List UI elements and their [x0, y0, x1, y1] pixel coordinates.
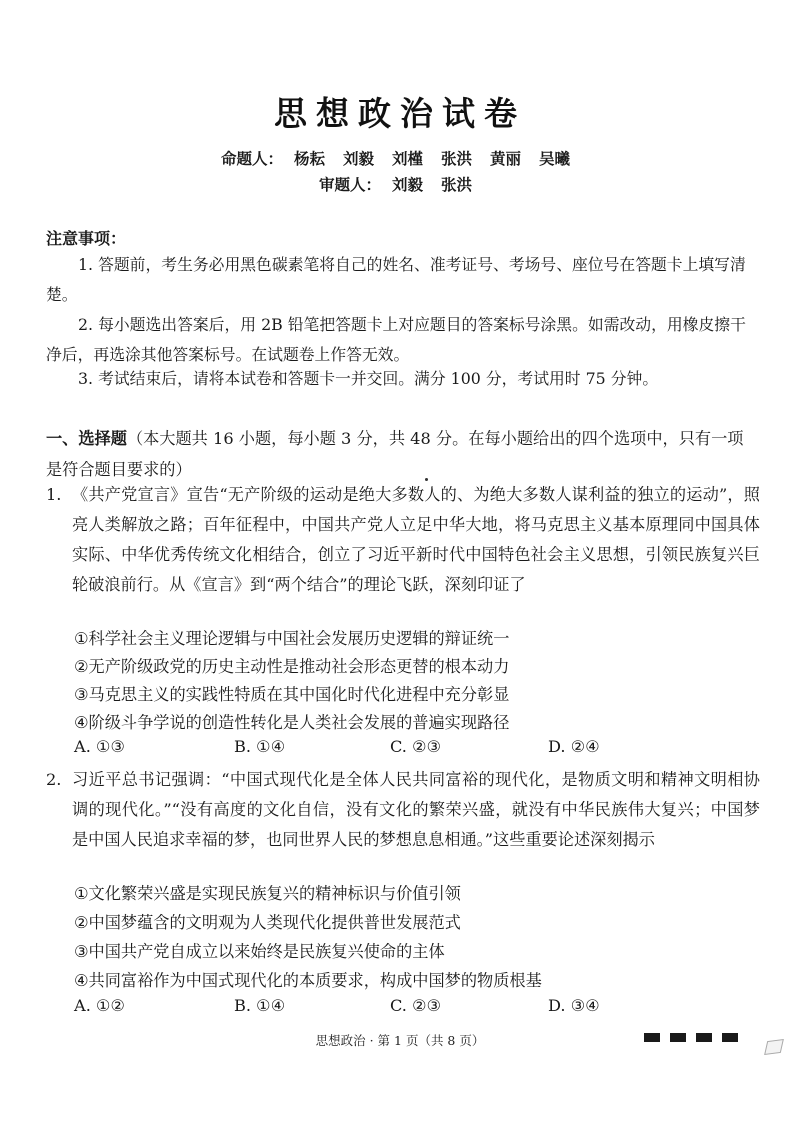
setter-name: 黄丽 [490, 150, 522, 168]
page-footer: 思想政治 · 第 1 页（共 8 页） [315, 1033, 485, 1048]
question-stem: 《共产党宣言》宣告“无产阶级的运动是绝大多数人的、为绝大多数人谋利益的独立的运动”，照亮人类解放之路；百年征程中，中国共产党人立足中华大地，将马克思主义基本原理同中国具体实际、中华优秀传统文化相结合，创立了习近平新时代中国特色社会主义思想，引领民族复兴巨轮破浪前行。从《宣言》到“两个结合”的理论飞跃，深刻印证了 [72, 485, 760, 594]
reviewers-line [0, 173, 800, 195]
setters-label: 命题人： [220, 150, 283, 168]
statement-1: ①科学社会主义理论逻辑与中国社会发展历史逻辑的辩证统一 [74, 629, 510, 648]
statement-3: ③马克思主义的实践性特质在其中国化时代化进程中充分彰显 [74, 685, 510, 704]
setter-name: 张洪 [441, 150, 473, 168]
setter-name: 吴曦 [539, 150, 571, 168]
choice-c: C. ②③ [390, 996, 442, 1015]
choice-c: C. ②③ [390, 737, 442, 756]
setters-line [0, 147, 800, 169]
question-stem: 习近平总书记强调：“中国式现代化是全体人民共同富裕的现代化，是物质文明和精神文明相协调的现代化。”“没有高度的文化自信，没有文化的繁荣兴盛，就没有中华民族伟大复兴；中国梦是中国人民追求幸福的梦，也同世界人民的梦想息息相通。”这些重要论述深刻揭示 [72, 770, 760, 849]
reviewers-label: 审题人： [318, 176, 381, 194]
statement-2: ②无产阶级政党的历史主动性是推动社会形态更替的根本动力 [74, 657, 510, 676]
scan-speck [425, 478, 428, 481]
choice-a: A. ①② [74, 996, 126, 1015]
choice-b: B. ①④ [234, 996, 286, 1015]
alignment-mark [670, 1033, 686, 1042]
question-1 [46, 480, 760, 600]
notice-item-1: 1. 答题前，考生务必用黑色碳素笔将自己的姓名、准考证号、考场号、座位号在答题卡上填写清楚。 [46, 255, 746, 304]
statement-1: ①文化繁荣兴盛是实现民族复兴的精神标识与价值引领 [74, 884, 461, 903]
notice-item-2: 2. 每小题选出答案后，用 2B 铅笔把答题卡上对应题目的答案标号涂黑。如需改动，用橡皮擦干净后，再选涂其他答案标号。在试题卷上作答无效。 [46, 315, 746, 364]
setter-name: 刘槿 [391, 150, 423, 168]
reviewer-name: 刘毅 [391, 176, 423, 194]
alignment-mark [722, 1033, 738, 1042]
choice-d: D. ③④ [548, 996, 600, 1015]
exam-title: 思想政治试卷 [274, 94, 526, 133]
statement-4: ④阶级斗争学说的创造性转化是人类社会发展的普遍实现路径 [74, 713, 510, 732]
statement-2: ②中国梦蕴含的文明观为人类现代化提供普世发展范式 [74, 913, 461, 932]
reviewer-name: 张洪 [441, 176, 473, 194]
choice-a: A. ①③ [74, 737, 126, 756]
alignment-mark [696, 1033, 712, 1042]
question-2 [46, 765, 760, 855]
notice-item-3: 3. 考试结束后，请将本试卷和答题卡一并交回。满分 100 分，考试用时 75 分钟。 [78, 369, 659, 388]
notice-heading: 注意事项： [46, 229, 127, 248]
alignment-mark [644, 1033, 660, 1042]
setter-name: 刘毅 [342, 150, 374, 168]
statement-4: ④共同富裕作为中国式现代化的本质要求，构成中国梦的物质根基 [74, 971, 542, 990]
page-corner-fold [764, 1039, 784, 1055]
question-number: 1. [46, 485, 62, 504]
question-number: 2. [46, 770, 62, 789]
choice-b: B. ①④ [234, 737, 286, 756]
statement-3: ③中国共产党自成立以来始终是民族复兴使命的主体 [74, 942, 445, 961]
section-1-heading: 一、选择题 [46, 429, 127, 448]
section-1-intro [46, 423, 758, 485]
section-1-description: （本大题共 16 小题，每小题 3 分，共 48 分。在每小题给出的四个选项中，只有一项是符合题目要求的） [46, 429, 744, 479]
choice-d: D. ②④ [548, 737, 600, 756]
setter-name: 杨耘 [293, 150, 325, 168]
